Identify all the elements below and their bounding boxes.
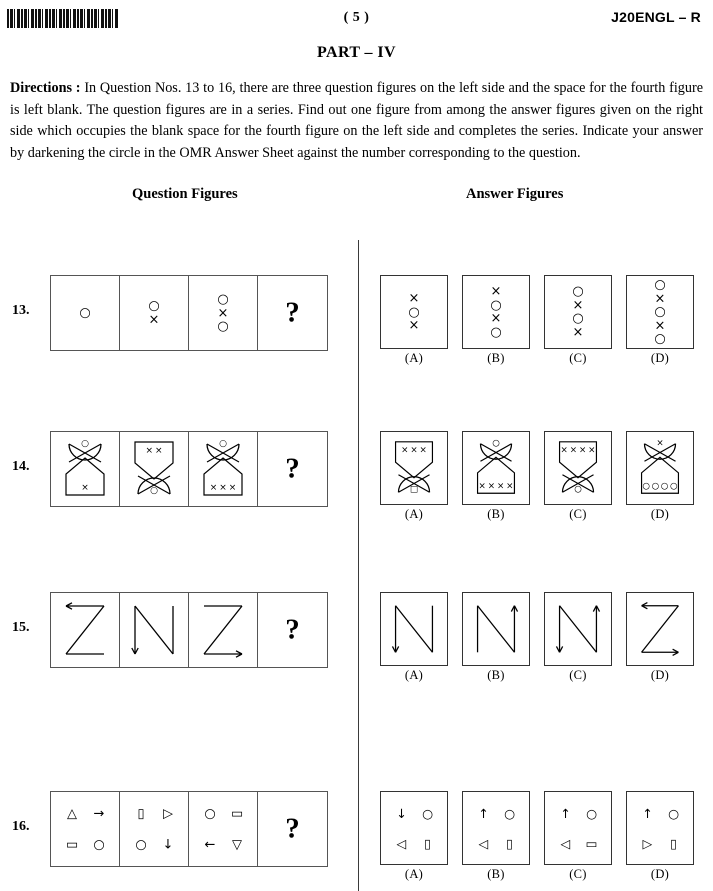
answer-figure-box[interactable] — [544, 791, 612, 865]
svg-text:○: ○ — [492, 438, 500, 449]
answer-option-label: (A) — [404, 507, 424, 521]
answer-figure-box[interactable] — [462, 791, 530, 865]
directions-paragraph — [10, 78, 703, 164]
answer-figure-box[interactable] — [462, 275, 530, 349]
answer-option-label: (A) — [404, 668, 424, 682]
symbol-stack — [381, 292, 447, 333]
answer-option-label: (D) — [650, 351, 670, 365]
question-figures-strip — [50, 275, 328, 351]
hourglass-figure — [120, 432, 188, 506]
question-figure-cell — [189, 276, 258, 350]
answer-option-label: (A) — [404, 351, 424, 365]
circle-glyph: ○ — [79, 305, 91, 321]
question-figure-cell — [258, 593, 327, 667]
symbol-stack — [463, 285, 529, 339]
arrow_down-glyph: ↓ — [162, 837, 174, 853]
n-figure — [545, 593, 611, 665]
question-row-15 — [0, 592, 713, 682]
answer-figure-box[interactable] — [626, 592, 694, 666]
answer-option-b[interactable] — [462, 592, 530, 683]
n-figure — [381, 593, 447, 665]
answer-figure-box[interactable] — [380, 592, 448, 666]
cross-glyph: × — [490, 284, 502, 299]
paper-code: J20ENGL – R — [611, 9, 701, 25]
circle-glyph: ○ — [217, 318, 229, 334]
cross-glyph: × — [654, 317, 666, 333]
circle-glyph: ○ — [135, 837, 147, 853]
circle-glyph: ○ — [217, 291, 229, 307]
circle-glyph: ○ — [490, 297, 502, 313]
answer-option-b[interactable] — [462, 431, 530, 522]
svg-text:×: × — [487, 481, 496, 492]
symbol-stack — [545, 285, 611, 339]
answer-figure-box[interactable] — [626, 431, 694, 505]
z-figure — [189, 593, 257, 667]
circle-glyph: ○ — [586, 805, 598, 821]
triangle_left-glyph: ◁ — [396, 836, 407, 852]
symbol-grid — [51, 792, 119, 866]
question-figures-caption: Question Figures — [132, 186, 238, 202]
hourglass-figure — [189, 432, 257, 506]
rect_wide-glyph: ▭ — [65, 837, 79, 853]
answer-option-d[interactable] — [626, 791, 694, 882]
svg-text:×: × — [209, 483, 218, 493]
question-figure-cell — [189, 432, 258, 506]
svg-text:□: □ — [409, 484, 419, 495]
answer-option-a[interactable] — [380, 431, 448, 522]
svg-text:○: ○ — [642, 481, 650, 492]
question-figure-cell — [120, 432, 189, 506]
svg-text:×: × — [496, 481, 505, 492]
answer-option-c[interactable] — [544, 275, 612, 366]
question-figure-cell — [120, 276, 189, 350]
column-captions — [0, 186, 713, 208]
question-number: 16. — [12, 819, 30, 834]
hourglass-figure — [381, 432, 447, 504]
page-header — [0, 0, 713, 36]
question-figure-cell — [258, 432, 327, 506]
cross-glyph: × — [490, 311, 502, 326]
question-row-13 — [0, 275, 713, 365]
arrow_right-glyph: → — [93, 806, 105, 822]
question-figure-cell — [51, 432, 120, 506]
answer-option-label: (B) — [487, 668, 505, 682]
svg-text:×: × — [410, 445, 418, 456]
blank-question-mark: ? — [285, 812, 300, 845]
svg-text:×: × — [228, 483, 237, 493]
hourglass-figure — [627, 432, 693, 504]
svg-text:×: × — [419, 445, 427, 456]
question-figure-cell — [120, 593, 189, 667]
symbol-grid — [189, 792, 257, 866]
blank-question-mark: ? — [285, 613, 300, 646]
symbol-grid — [381, 792, 447, 864]
answer-option-label: (B) — [487, 507, 505, 521]
circle-glyph: ○ — [148, 298, 160, 314]
svg-text:×: × — [478, 481, 486, 492]
circle-glyph: ○ — [408, 304, 420, 320]
n-figure — [120, 593, 188, 667]
directions-text: In Question Nos. 13 to 16, there are three question figures on the left side and the space for the fourth figure is left blank. The question figures are in a series. Find out one figure from among the answer figures given on the right side which occupies the blank space for the fourth figure on the left side and completes the series. Indicate your answer by darkening the circle in the OMR Answer Sheet against the number corresponding to the question. — [10, 80, 703, 161]
svg-text:○: ○ — [651, 481, 660, 492]
question-figures-strip — [50, 592, 328, 668]
symbol-stack — [51, 306, 119, 320]
answer-figures-caption: Answer Figures — [466, 186, 564, 202]
svg-text:×: × — [81, 483, 89, 493]
question-row-16 — [0, 791, 713, 881]
answer-figures-strip — [380, 791, 694, 882]
cross-glyph: × — [408, 290, 420, 306]
cross-glyph: × — [572, 297, 584, 313]
answer-option-d[interactable] — [626, 592, 694, 683]
svg-text:×: × — [145, 446, 154, 456]
circle-glyph: ○ — [668, 805, 680, 821]
answer-option-a[interactable] — [380, 592, 448, 683]
n-figure — [463, 593, 529, 665]
answer-figure-box[interactable] — [626, 275, 694, 349]
part-title: PART – IV — [317, 44, 396, 61]
circle-glyph: ○ — [654, 331, 666, 347]
question-figure-cell — [258, 276, 327, 350]
symbol-grid — [463, 792, 529, 864]
blank-question-mark: ? — [285, 452, 300, 485]
z-figure — [627, 593, 693, 665]
z-figure — [51, 593, 119, 667]
arrow_down-glyph: ↓ — [396, 805, 407, 821]
blank-question-mark: ? — [285, 296, 300, 329]
svg-text:×: × — [560, 445, 568, 456]
rect_tall-glyph: ▯ — [506, 836, 514, 852]
page-number: ( 5 ) — [343, 10, 370, 25]
circle-glyph: ○ — [204, 806, 216, 822]
answer-option-a[interactable] — [380, 275, 448, 366]
symbol-grid — [627, 792, 693, 864]
svg-text:×: × — [588, 445, 596, 456]
answer-option-label: (B) — [487, 867, 505, 881]
svg-text:○: ○ — [670, 481, 678, 492]
svg-text:×: × — [569, 445, 578, 456]
answer-figures-strip — [380, 592, 694, 683]
svg-text:×: × — [154, 446, 163, 456]
answer-figure-box[interactable] — [544, 275, 612, 349]
answer-option-label: (A) — [404, 867, 424, 881]
question-figure-cell — [51, 792, 120, 866]
answer-option-b[interactable] — [462, 791, 530, 882]
answer-option-label: (D) — [650, 507, 670, 521]
question-figure-cell — [120, 792, 189, 866]
question-figure-cell — [51, 593, 120, 667]
answer-figure-box[interactable] — [544, 431, 612, 505]
svg-text:○: ○ — [219, 439, 227, 449]
answer-option-label: (D) — [650, 668, 670, 682]
arrow_left-glyph: ← — [204, 837, 216, 853]
symbol-stack — [627, 278, 693, 346]
answer-figure-box[interactable] — [462, 431, 530, 505]
answer-option-label: (C) — [569, 668, 587, 682]
answer-option-d[interactable] — [626, 431, 694, 522]
question-figure-cell — [189, 593, 258, 667]
svg-text:×: × — [578, 445, 587, 456]
triangle_right-glyph: ▷ — [642, 836, 653, 852]
cross-glyph: × — [408, 317, 420, 333]
triangle_down-glyph: ▽ — [232, 837, 242, 853]
circle-glyph: ○ — [654, 277, 666, 293]
answer-figure-box[interactable] — [380, 791, 448, 865]
circle-glyph: ○ — [504, 805, 516, 821]
answer-option-label: (C) — [569, 507, 587, 521]
answer-option-a[interactable] — [380, 791, 448, 882]
triangle_left-glyph: ◁ — [560, 836, 571, 852]
question-number: 13. — [12, 303, 30, 318]
svg-text:○: ○ — [660, 481, 669, 492]
circle-glyph: ○ — [93, 837, 105, 853]
answer-figure-box[interactable] — [544, 592, 612, 666]
svg-text:×: × — [401, 445, 409, 456]
answer-option-c[interactable] — [544, 592, 612, 683]
symbol-stack — [120, 300, 188, 327]
question-figures-strip — [50, 431, 328, 507]
triangle_left-glyph: ◁ — [478, 836, 489, 852]
triangle_right-glyph: ▷ — [163, 806, 173, 822]
circle-glyph: ○ — [654, 304, 666, 320]
rect_tall-glyph: ▯ — [137, 806, 145, 822]
svg-text:×: × — [656, 438, 664, 449]
triangle_up-glyph: △ — [67, 806, 77, 822]
question-number: 15. — [12, 620, 30, 635]
answer-figure-box[interactable] — [626, 791, 694, 865]
answer-option-c[interactable] — [544, 431, 612, 522]
cross-glyph: × — [217, 305, 229, 321]
svg-text:×: × — [219, 483, 227, 493]
answer-figure-box[interactable] — [380, 275, 448, 349]
answer-figure-box[interactable] — [380, 431, 448, 505]
question-row-14 — [0, 431, 713, 521]
hourglass-figure — [51, 432, 119, 506]
circle-glyph: ○ — [572, 284, 584, 299]
circle-glyph: ○ — [572, 311, 584, 326]
question-figures-strip — [50, 791, 328, 867]
cross-glyph: × — [572, 324, 584, 340]
question-figure-cell — [189, 792, 258, 866]
arrow_up-glyph: ↑ — [642, 805, 653, 821]
answer-option-label: (C) — [569, 351, 587, 365]
symbol-grid — [545, 792, 611, 864]
circle-glyph: ○ — [490, 324, 502, 340]
answer-figures-strip — [380, 275, 694, 366]
cross-glyph: × — [654, 290, 666, 306]
question-figure-cell — [51, 276, 120, 350]
question-number: 14. — [12, 459, 30, 474]
question-figure-cell — [258, 792, 327, 866]
answer-option-c[interactable] — [544, 791, 612, 882]
directions-label: Directions : — [10, 80, 81, 96]
arrow_up-glyph: ↑ — [560, 805, 571, 821]
answer-option-d[interactable] — [626, 275, 694, 366]
rect_wide-glyph: ▭ — [585, 836, 598, 852]
rect_tall-glyph: ▯ — [670, 836, 678, 852]
symbol-grid — [120, 792, 188, 866]
answer-figure-box[interactable] — [462, 592, 530, 666]
svg-text:○: ○ — [574, 484, 582, 495]
svg-text:×: × — [506, 481, 514, 492]
rect_tall-glyph: ▯ — [424, 836, 432, 852]
hourglass-figure — [463, 432, 529, 504]
answer-option-label: (C) — [569, 867, 587, 881]
hourglass-figure — [545, 432, 611, 504]
rect_wide-glyph: ▭ — [230, 806, 244, 822]
answer-option-label: (D) — [650, 867, 670, 881]
cross-glyph: × — [148, 312, 160, 327]
svg-text:○: ○ — [150, 486, 158, 496]
svg-text:○: ○ — [81, 439, 89, 449]
circle-glyph: ○ — [422, 805, 434, 821]
answer-option-b[interactable] — [462, 275, 530, 366]
arrow_up-glyph: ↑ — [478, 805, 489, 821]
answer-figures-strip — [380, 431, 694, 522]
symbol-stack — [189, 293, 257, 334]
answer-option-label: (B) — [487, 351, 505, 365]
